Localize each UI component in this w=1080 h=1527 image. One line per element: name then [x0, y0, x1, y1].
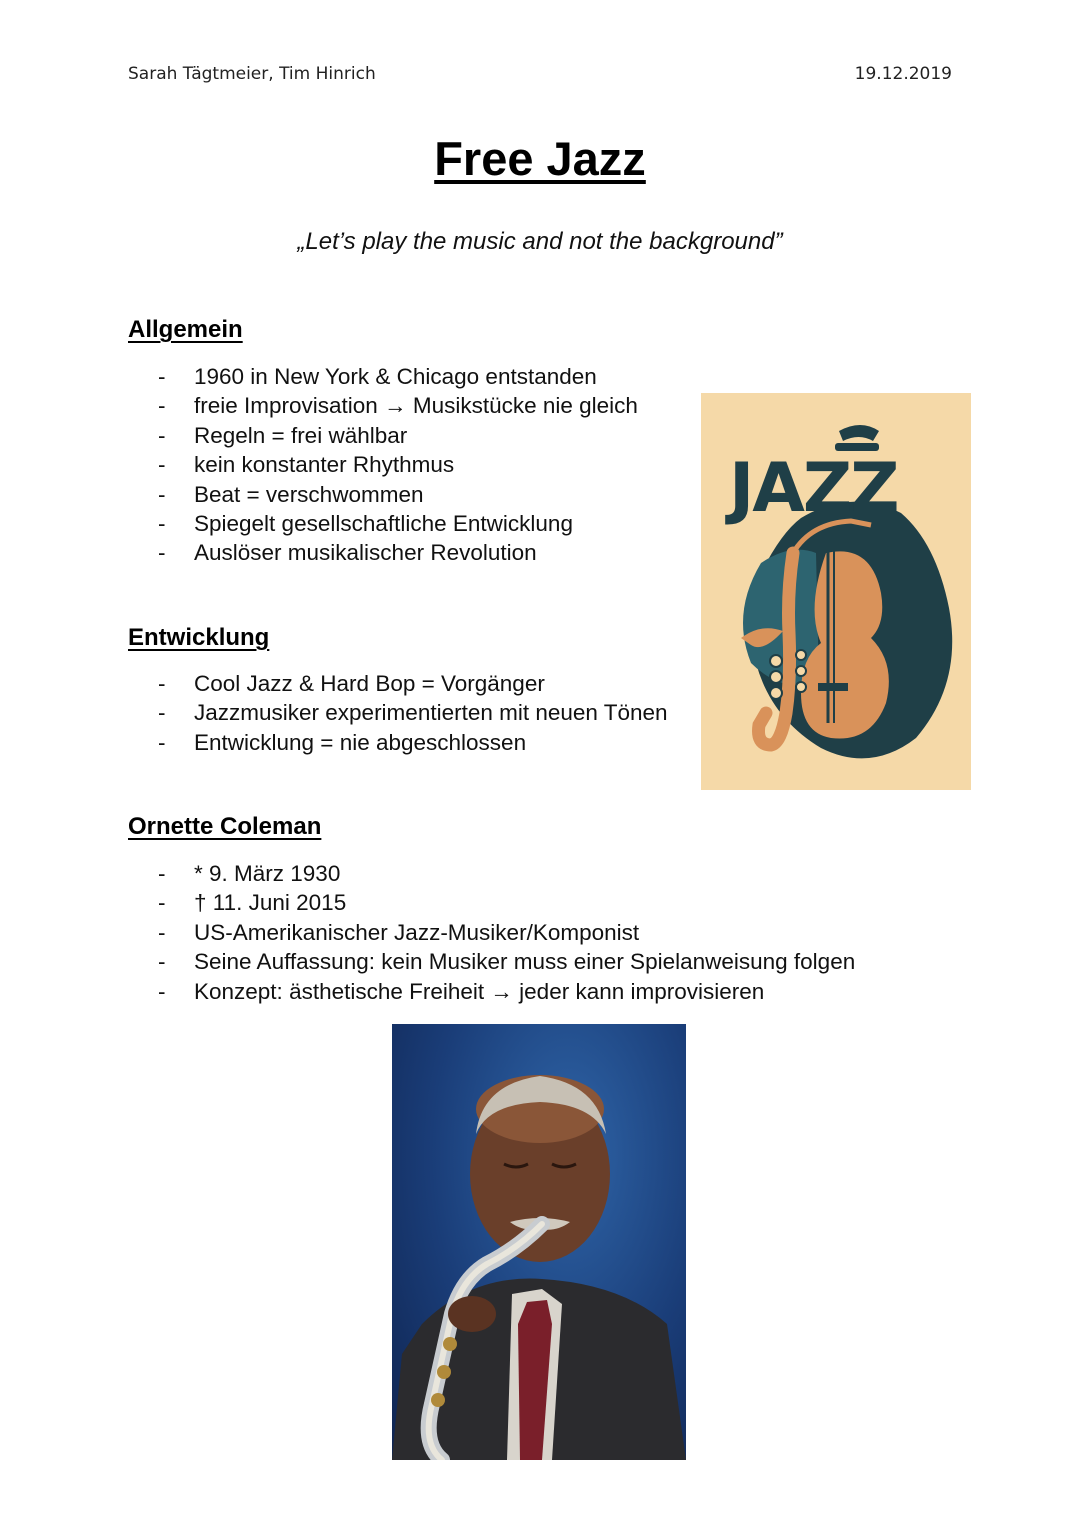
- list-item: - * 9. März 1930: [158, 859, 855, 888]
- section-heading-entwicklung: Entwicklung: [128, 624, 270, 651]
- list-item: - Jazzmusiker experimentierten mit neuen Tönen: [158, 698, 668, 727]
- list-item: - 1960 in New York & Chicago entstanden: [158, 362, 638, 391]
- poster-title: JAZZ: [729, 449, 898, 528]
- list-item: - Seine Auffassung: kein Musiker muss einer Spielanweisung folgen: [158, 947, 855, 976]
- jazz-poster-graphic: [701, 393, 971, 790]
- list-item: - freie Improvisation → Musikstücke nie gleich: [158, 391, 638, 420]
- list-item: - Spiegelt gesellschaftliche Entwicklung: [158, 509, 638, 538]
- list-item: - US-Amerikanischer Jazz-Musiker/Komponist: [158, 918, 855, 947]
- musician-photo: [392, 1024, 686, 1460]
- authors: Sarah Tägtmeier, Tim Hinrich: [128, 64, 376, 84]
- list-entwicklung: [158, 669, 668, 757]
- date: 19.12.2019: [854, 64, 952, 84]
- list-item: - kein konstanter Rhythmus: [158, 450, 638, 479]
- jazz-poster-image: [701, 393, 971, 790]
- list-item: - Auslöser musikalischer Revolution: [158, 538, 638, 567]
- list-allgemein: [158, 362, 638, 568]
- list-item: - Beat = verschwommen: [158, 480, 638, 509]
- list-item: - Regeln = frei wählbar: [158, 421, 638, 450]
- section-heading-coleman: Ornette Coleman: [128, 813, 322, 840]
- list-item: - Konzept: ästhetische Freiheit → jeder kann improvisieren: [158, 977, 855, 1006]
- list-coleman: [158, 859, 855, 1006]
- list-item: - Entwicklung = nie abgeschlossen: [158, 728, 668, 757]
- saxophonist-illustration: [392, 1024, 686, 1460]
- page-title: Free Jazz: [434, 132, 646, 185]
- quote: „Let’s play the music and not the background”: [297, 228, 783, 255]
- list-item: - † 11. Juni 2015: [158, 888, 855, 917]
- section-heading-allgemein: Allgemein: [128, 316, 243, 343]
- list-item: - Cool Jazz & Hard Bop = Vorgänger: [158, 669, 668, 698]
